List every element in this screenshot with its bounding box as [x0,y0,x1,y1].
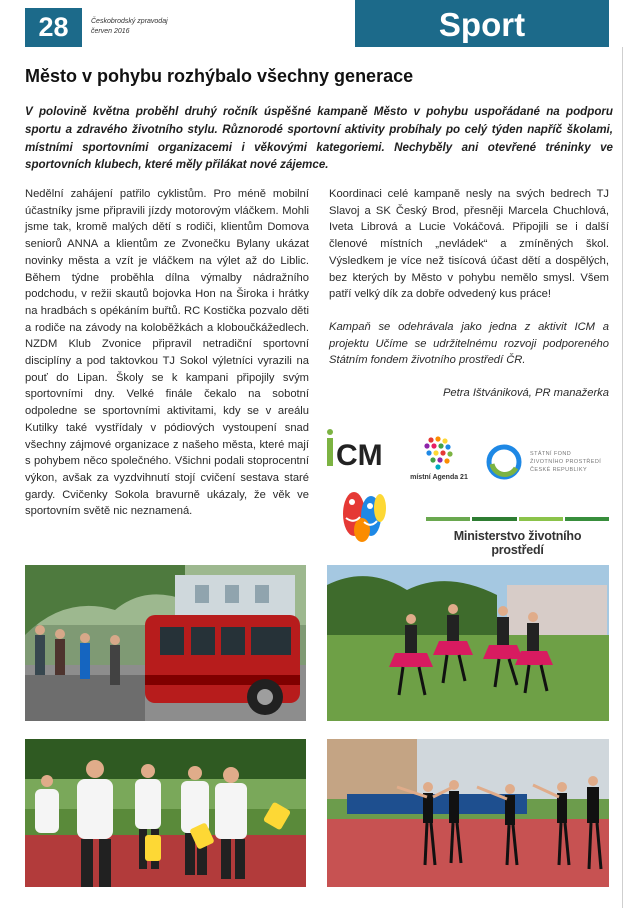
article-left-column [25,186,309,520]
ministry-label: Ministerstvo životního prostředí [453,529,582,557]
article-lead: V polovině května proběhl druhý ročník úspěšné kampaně Město v pohybu uspořádané na podporu sportu a zdravého životního stylu. Různorodé sportovní aktivity probíhaly po celý týden napříč školami, místními sportovními organizacemi i věkovými kategoriemi. Nechyběly ani otevřené tréninky ve sportovních klubech, které měly přilákat nové zájemce. [25,105,613,172]
sfzp-label: STÁTNÍ FOND ŽIVOTNÍHO PROSTŘEDÍ ČESKÉ REPUBLIKY [530,451,602,473]
photo-dancers-performance [327,739,609,887]
agenda21-label: místní Agenda 21 [410,474,468,481]
publication-info [91,17,168,37]
article-paragraph: Nedělní zahájení patřilo cyklistům. Pro méně mobilní účastníky jsme připravili jízdy motorovým vláčkem. Mohli jsme tak, kromě malých dětí s rodiči, klientům Domova seniorů ANNA a klientům ze Zvonečku Bylany ukázat novinky města a vzít je vláčkem na výlet až do Liblic. Během týdne proběhla dílna výmalby nádražního podchodu, v režii skautů bojovka Hon na Široka i hrátky na hradbách s opékáním buřtů. RC Kostička pozvalo děti a rodiče na závody na koloběžkách a kloboučkážedlech. NZDM Klub Zvonice připravil netradiční sportovní disciplíny a pod taktovkou TJ Sokol výletníci vyrazili na pouť do Lipan. Školy se k kampani připojily svým sportovními dny. Velké finále čekalo na sobotní odpoledne se sportovními aktivitami, kdy se v areálu Kutilky také vystřídaly v pódiových vystoupení snad všechny zájmové organizace z našeho města, které mají s pohybem něco společného. Všichni podali stoprocentní výkon, avšak za vyzdvihnutí stojí cvičení sestava staré gardy. Cvičenky Sokola bravurně ukázaly, že věk ve sportovním světě nic neznamená. [25,188,309,518]
ministry-color-bars [426,517,609,521]
photo-tourist-train [25,565,306,721]
svg-text:CM: CM [336,439,383,472]
photo-seniors-exercise [25,739,306,887]
photo-cheerleaders-park [327,565,609,721]
issue-date: červen 2016 [91,28,130,35]
colorful-figures-logo [340,484,388,548]
article-right-column [329,186,609,418]
page-number: 28 [25,8,82,47]
sfzp-logo [486,442,610,482]
section-title: Sport [355,0,609,47]
page-edge-divider [622,47,623,908]
icm-logo [327,428,391,476]
publication-name: Českobrodský zpravodaj [91,18,168,25]
agenda21-logo [407,434,471,488]
article-title: Město v pohybu rozhýbalo všechny generace [25,66,414,86]
campaign-note: Kampaň se odehrávala jako jedna z aktivit ICM a projektu Učíme se udržitelnému rozvoji podporeného Státním fondem životního prostředí ČR. [329,320,609,367]
author-signature: Petra Ištvániková, PR manažerka [442,387,609,400]
article-paragraph: Koordinaci celé kampaně nesly na svých bedrech TJ Slavoj a SK Český Brod, přesněji Marcela Chuchlová, Iveta Librová a Lucie Vokáčová. Připojili se i další členové místních „nevládek“ a zmíněných škol. Výsledkem je více než tisícová účast dětí a dospělých, bez kterých by Město v pohybu nemělo smysl. Všem patří velký dík za dobře odvedený kus práce! [329,188,609,301]
ministry-environment-logo [426,517,609,557]
